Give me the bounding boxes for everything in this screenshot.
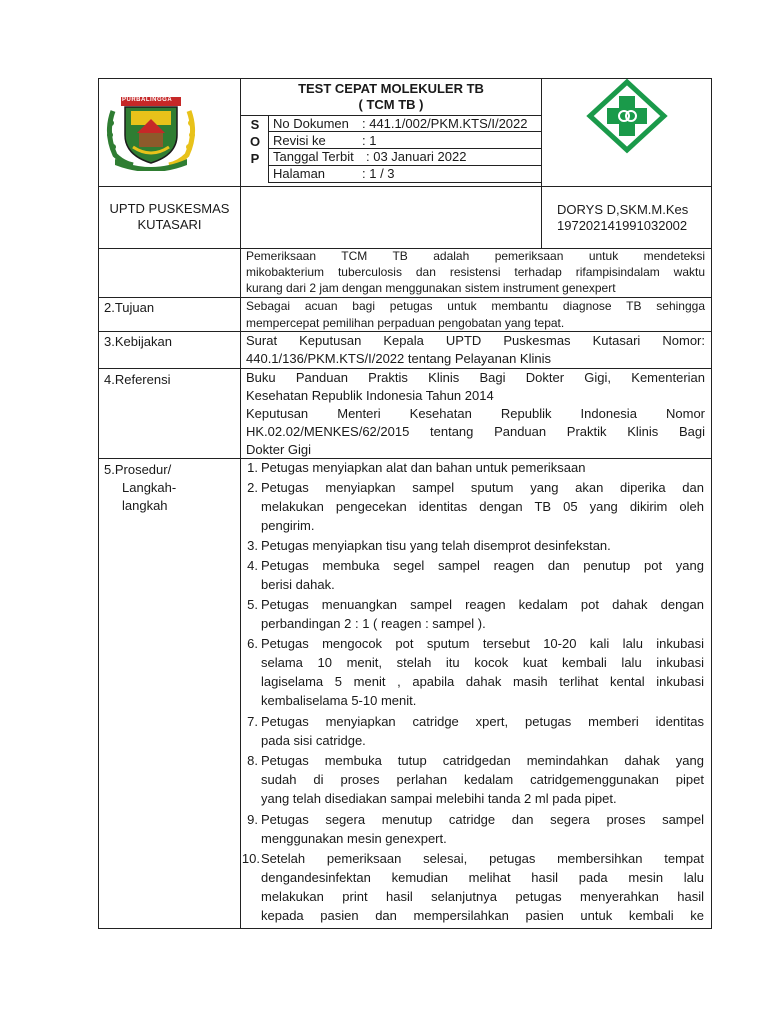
pengertian-line-3: kurang dari 2 jam dengan menggunakan sistem instrument genexpert (246, 281, 616, 295)
referensi-label: 4.Referensi (104, 372, 171, 387)
step-number: 1. (247, 460, 258, 475)
sop-letter-s: S (250, 117, 260, 132)
meta-label-tanggal-terbit: Tanggal Terbit (273, 149, 354, 164)
step-8-line-1: Petugas membuka tutup catridgedan memindahkan dahak yang (261, 753, 704, 768)
step-number: 7. (247, 714, 258, 729)
step-7-line-2: pada sisi catridge. (261, 733, 366, 748)
document-title-line1: TEST CEPAT MOLEKULER TB (298, 81, 484, 96)
step-4-line-1: Petugas membuka segel sampel reagen dan penutup pot yang (261, 558, 704, 573)
step-number: 8. (247, 753, 258, 768)
step-10-line-1: Setelah pemeriksaan selesai, petugas membersihkan tempat (261, 851, 704, 866)
step-number: 2. (247, 480, 258, 495)
kebijakan-label: 3.Kebijakan (104, 334, 172, 349)
referensi-line-1: Buku Panduan Praktis Klinis Bagi Dokter Gigi, Kementerian (246, 370, 705, 385)
border-right (711, 78, 712, 929)
step-10-line-2: dengandesinfektan kemudian melihat hasil pada mesin lalu (261, 870, 704, 885)
step-2-line-2: melakukan pengecekan identitas dengan TB 05 yang dikirim oleh (261, 499, 704, 514)
meta-value-halaman: : 1 / 3 (362, 166, 395, 181)
referensi-line-2: Kesehatan Republik Indonesia Tahun 2014 (246, 388, 494, 403)
step-10-line-4: kepada pasien dan mempersilahkan pasien untuk kembali ke (261, 908, 704, 923)
referensi-line-3: Keputusan Menteri Kesehatan Republik Indonesia Nomor (246, 406, 705, 421)
step-2-line-3: pengirim. (261, 518, 315, 533)
kebijakan-line-2: 440.1/136/PKM.KTS/I/2022 tentang Pelayanan Klinis (246, 351, 551, 366)
step-6-line-3: lagiselama 5 menit , apabila dahak masih terlihat kental inkubasi (261, 674, 704, 689)
referensi-line-5: Dokter Gigi (246, 442, 312, 457)
tujuan-label: 2.Tujuan (104, 300, 155, 315)
border-col1 (240, 78, 241, 929)
document-title-line2: ( TCM TB ) (358, 97, 424, 112)
step-8-line-2: sudah di proses perlahan kedalam catridgemenggunakan pipet (261, 772, 704, 787)
prosedur-label-line3: langkah (122, 498, 168, 513)
step-3-line-1: Petugas menyiapkan tisu yang telah disemprot desinfekstan. (261, 538, 611, 553)
pengertian-line-2: mikobakterium tuberculosis dan resistensi terhadap rifampisindalam waktu (246, 265, 705, 279)
org-name-line1: UPTD PUSKESMAS (109, 201, 230, 216)
puskesmas-logo (586, 79, 668, 154)
prosedur-label-line2: Langkah- (122, 480, 177, 495)
referensi-line-4: HK.02.02/MENKES/62/2015 tentang Panduan Praktik Klinis Bagi (246, 424, 705, 439)
sop-letter-p: P (250, 151, 260, 166)
border-sop-col (268, 115, 269, 183)
meta-value-tanggal-terbit: : 03 Januari 2022 (366, 149, 467, 164)
step-1-line-1: Petugas menyiapkan alat dan bahan untuk pemeriksaan (261, 460, 586, 475)
tujuan-line-2: mempercepat pemilihan perpaduan pengobatan yang tepat. (246, 316, 565, 330)
step-6-line-4: kembaliselama 5-10 menit. (261, 693, 417, 708)
step-number: 6. (247, 636, 258, 651)
step-10-line-3: melakukan print hasil selanjutnya petugas menyerahkan hasil (261, 889, 704, 904)
step-5-line-2: perbandingan 2 : 1 ( reagen : sampel ). (261, 616, 486, 631)
step-number: 10. (241, 851, 260, 866)
border-bottom (98, 928, 712, 929)
tujuan-line-1: Sebagai acuan bagi petugas untuk membantu diagnose TB sehingga (246, 299, 705, 313)
meta-label-halaman: Halaman (273, 166, 326, 181)
step-6-line-1: Petugas mengocok pot sputum tersebut 10-20 kali lalu inkubasi (261, 636, 704, 651)
step-7-line-1: Petugas menyiapkan catridge xpert, petugas memberi identitas (261, 714, 704, 729)
org-name-line2: KUTASARI (137, 217, 202, 232)
step-9-line-2: menggunakan mesin genexpert. (261, 831, 447, 846)
step-2-line-1: Petugas menyiapkan sampel sputum yang akan diperika dan (261, 480, 704, 495)
meta-label-revisi: Revisi ke (273, 133, 326, 148)
sop-letter-o: O (249, 134, 261, 149)
signer-name: DORYS D,SKM.M.Kes (557, 202, 689, 217)
prosedur-label-line1: 5.Prosedur/ (104, 462, 172, 477)
step-4-line-2: berisi dahak. (261, 577, 335, 592)
step-number: 5. (247, 597, 258, 612)
kebijakan-line-1: Surat Keputusan Kepala UPTD Puskesmas Kutasari Nomor: (246, 333, 705, 348)
meta-value-no-dokumen: : 441.1/002/PKM.KTS/I/2022 (362, 116, 528, 131)
step-5-line-1: Petugas menuangkan sampel reagen kedalam pot dahak dengan (261, 597, 704, 612)
step-9-line-1: Petugas segera menutup catridge dan segera proses sampel (261, 812, 704, 827)
step-6-line-2: selama 10 menit, stelah itu kocok kuat kembali lalu inkubasi (261, 655, 704, 670)
purbalingga-seal-logo (103, 93, 199, 171)
step-8-line-3: yang telah disediakan sampai melebihi tanda 2 ml pada pipet. (261, 791, 617, 806)
step-number: 3. (247, 538, 258, 553)
step-number: 4. (247, 558, 258, 573)
border-header-bottom (98, 186, 712, 187)
seal-banner-text: PURBALINGGA (122, 97, 173, 103)
pengertian-line-1: Pemeriksaan TCM TB adalah pemeriksaan untuk mendeteksi (246, 249, 705, 263)
signer-nip: 197202141991032002 (557, 218, 688, 233)
border-col2 (541, 78, 542, 249)
meta-label-no-dokumen: No Dokumen (273, 116, 349, 131)
step-number: 9. (247, 812, 258, 827)
meta-value-revisi: : 1 (362, 133, 377, 148)
